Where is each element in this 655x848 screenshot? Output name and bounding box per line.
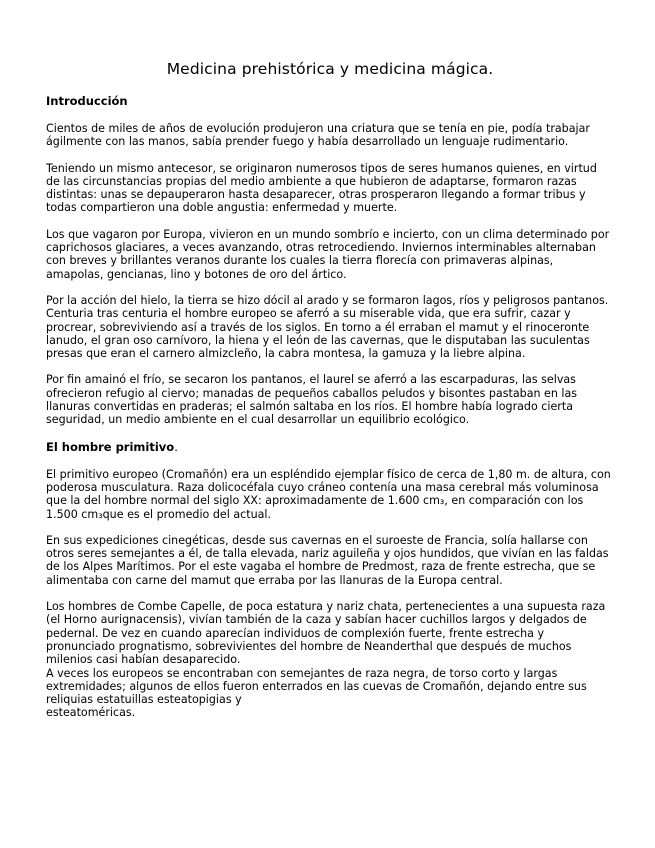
section-introduccion <box>46 94 614 427</box>
document-title: Medicina prehistórica y medicina mágica. <box>166 60 494 78</box>
paragraph: Por la acción del hielo, la tierra se hizo dócil al arado y se formaron lagos, ríos y peligrosos pantanos. Centuria tras centuria el hombre europeo se aferró a su miserable vida, que era sufrir, cazar y procrear, sobreviviendo así a través de los siglos. En torno a él erraban el mamut y el rinoceronte lanudo, el gran oso carnívoro, la hiena y el león de las cavernas, que le disputaban las suculentas presas que eran el carnero almizcleño, la cabra montesa, la gamuza y la liebre alpina. <box>46 293 609 361</box>
paragraph: A veces los europeos se encontraban con semejantes de raza negra, de torso corto y largas extremidades; algunos de ellos fueron enterrados en las cuevas de Cromañón, dejando entre sus reliquias estatuillas esteatopigias y <box>46 666 587 707</box>
paragraph: En sus expediciones cinegéticas, desde sus cavernas en el suroeste de Francia, solía hallarse con otros seres semejantes a él, de talla elevada, nariz aguileña y ojos hundidos, que vivían en las faldas de los Alpes Marítimos. Por el este vagaba el hombre de Predmost, raza de frente estrecha, que se alimentaba con carne del mamut que erraba por las llanuras de la Europa central. <box>46 533 609 587</box>
paragraph: El primitivo europeo (Cromañón) era un espléndido ejemplar físico de cerca de 1,80 m. de altura, con poderosa musculatura. Raza dolicocéfala cuyo cráneo contenía una masa cerebral más voluminosa que la del hombre normal del siglo XX: aproximadamente de 1.600 cm₃, en comparación con los 1.500 cm₃que es el promedio del actual. <box>46 467 611 521</box>
paragraph: Teniendo un mismo antecesor, se originaron numerosos tipos de seres humanos quienes, en virtud de las circunstancias propias del medio ambiente a que hubieron de adaptarse, formaron razas distintas: unas se depauperaron hasta desaparecer, otras prosperaron llegando a formar tribus y todas compartieron una doble angustia: enfermedad y muerte. <box>46 161 597 215</box>
section-heading-hombre-primitivo <box>46 440 614 454</box>
paragraph: esteatoméricas. <box>46 706 136 720</box>
paragraph: Cientos de miles de años de evolución produjeron una criatura que se tenía en pie, podía trabajar ágilmente con las manos, sabía prender fuego y había desarrollado un lenguaje rudimentario. <box>46 122 590 149</box>
section-heading-text: El hombre primitivo <box>46 439 175 454</box>
paragraph: Los que vagaron por Europa, vivieron en un mundo sombrío e incierto, con un clima determinado por caprichosos glaciares, a veces avanzando, otras retrocediendo. Inviernos interminables alternaban con breves y brillantes veranos durante los cuales la tierra florecía con primaveras alpinas, amapolas, gencianas, lino y botones de oro del ártico. <box>46 227 610 281</box>
section-hombre-primitivo <box>46 440 614 720</box>
document-page <box>46 60 614 720</box>
paragraph: Por fin amainó el frío, se secaron los pantanos, el laurel se aferró a las escarpaduras, las selvas ofrecieron refugio al ciervo; manadas de pequeños caballos peludos y bisontes pastaban en las llanuras convertidas en praderas; el salmón saltaba en los ríos. El hombre había logrado cierta seguridad, un medio ambiente en el cual desarrollar un equilibrio ecológico. <box>46 373 578 427</box>
section-heading-introduccion: Introducción <box>46 94 128 108</box>
paragraph: Los hombres de Combe Capelle, de poca estatura y nariz chata, pertenecientes a una supuesta raza (el Horno aurignacensis), vivían también de la caza y sabían hacer cuchillos largos y delgados de pedernal. De vez en cuando aparecían individuos de complexión fuerte, frente estrecha y pronunciado prognatismo, sobrevivientes del hombre de Neanderthal que después de muchos milenios casi habían desaparecido. <box>46 600 606 667</box>
section-heading-tail: . <box>174 439 178 454</box>
